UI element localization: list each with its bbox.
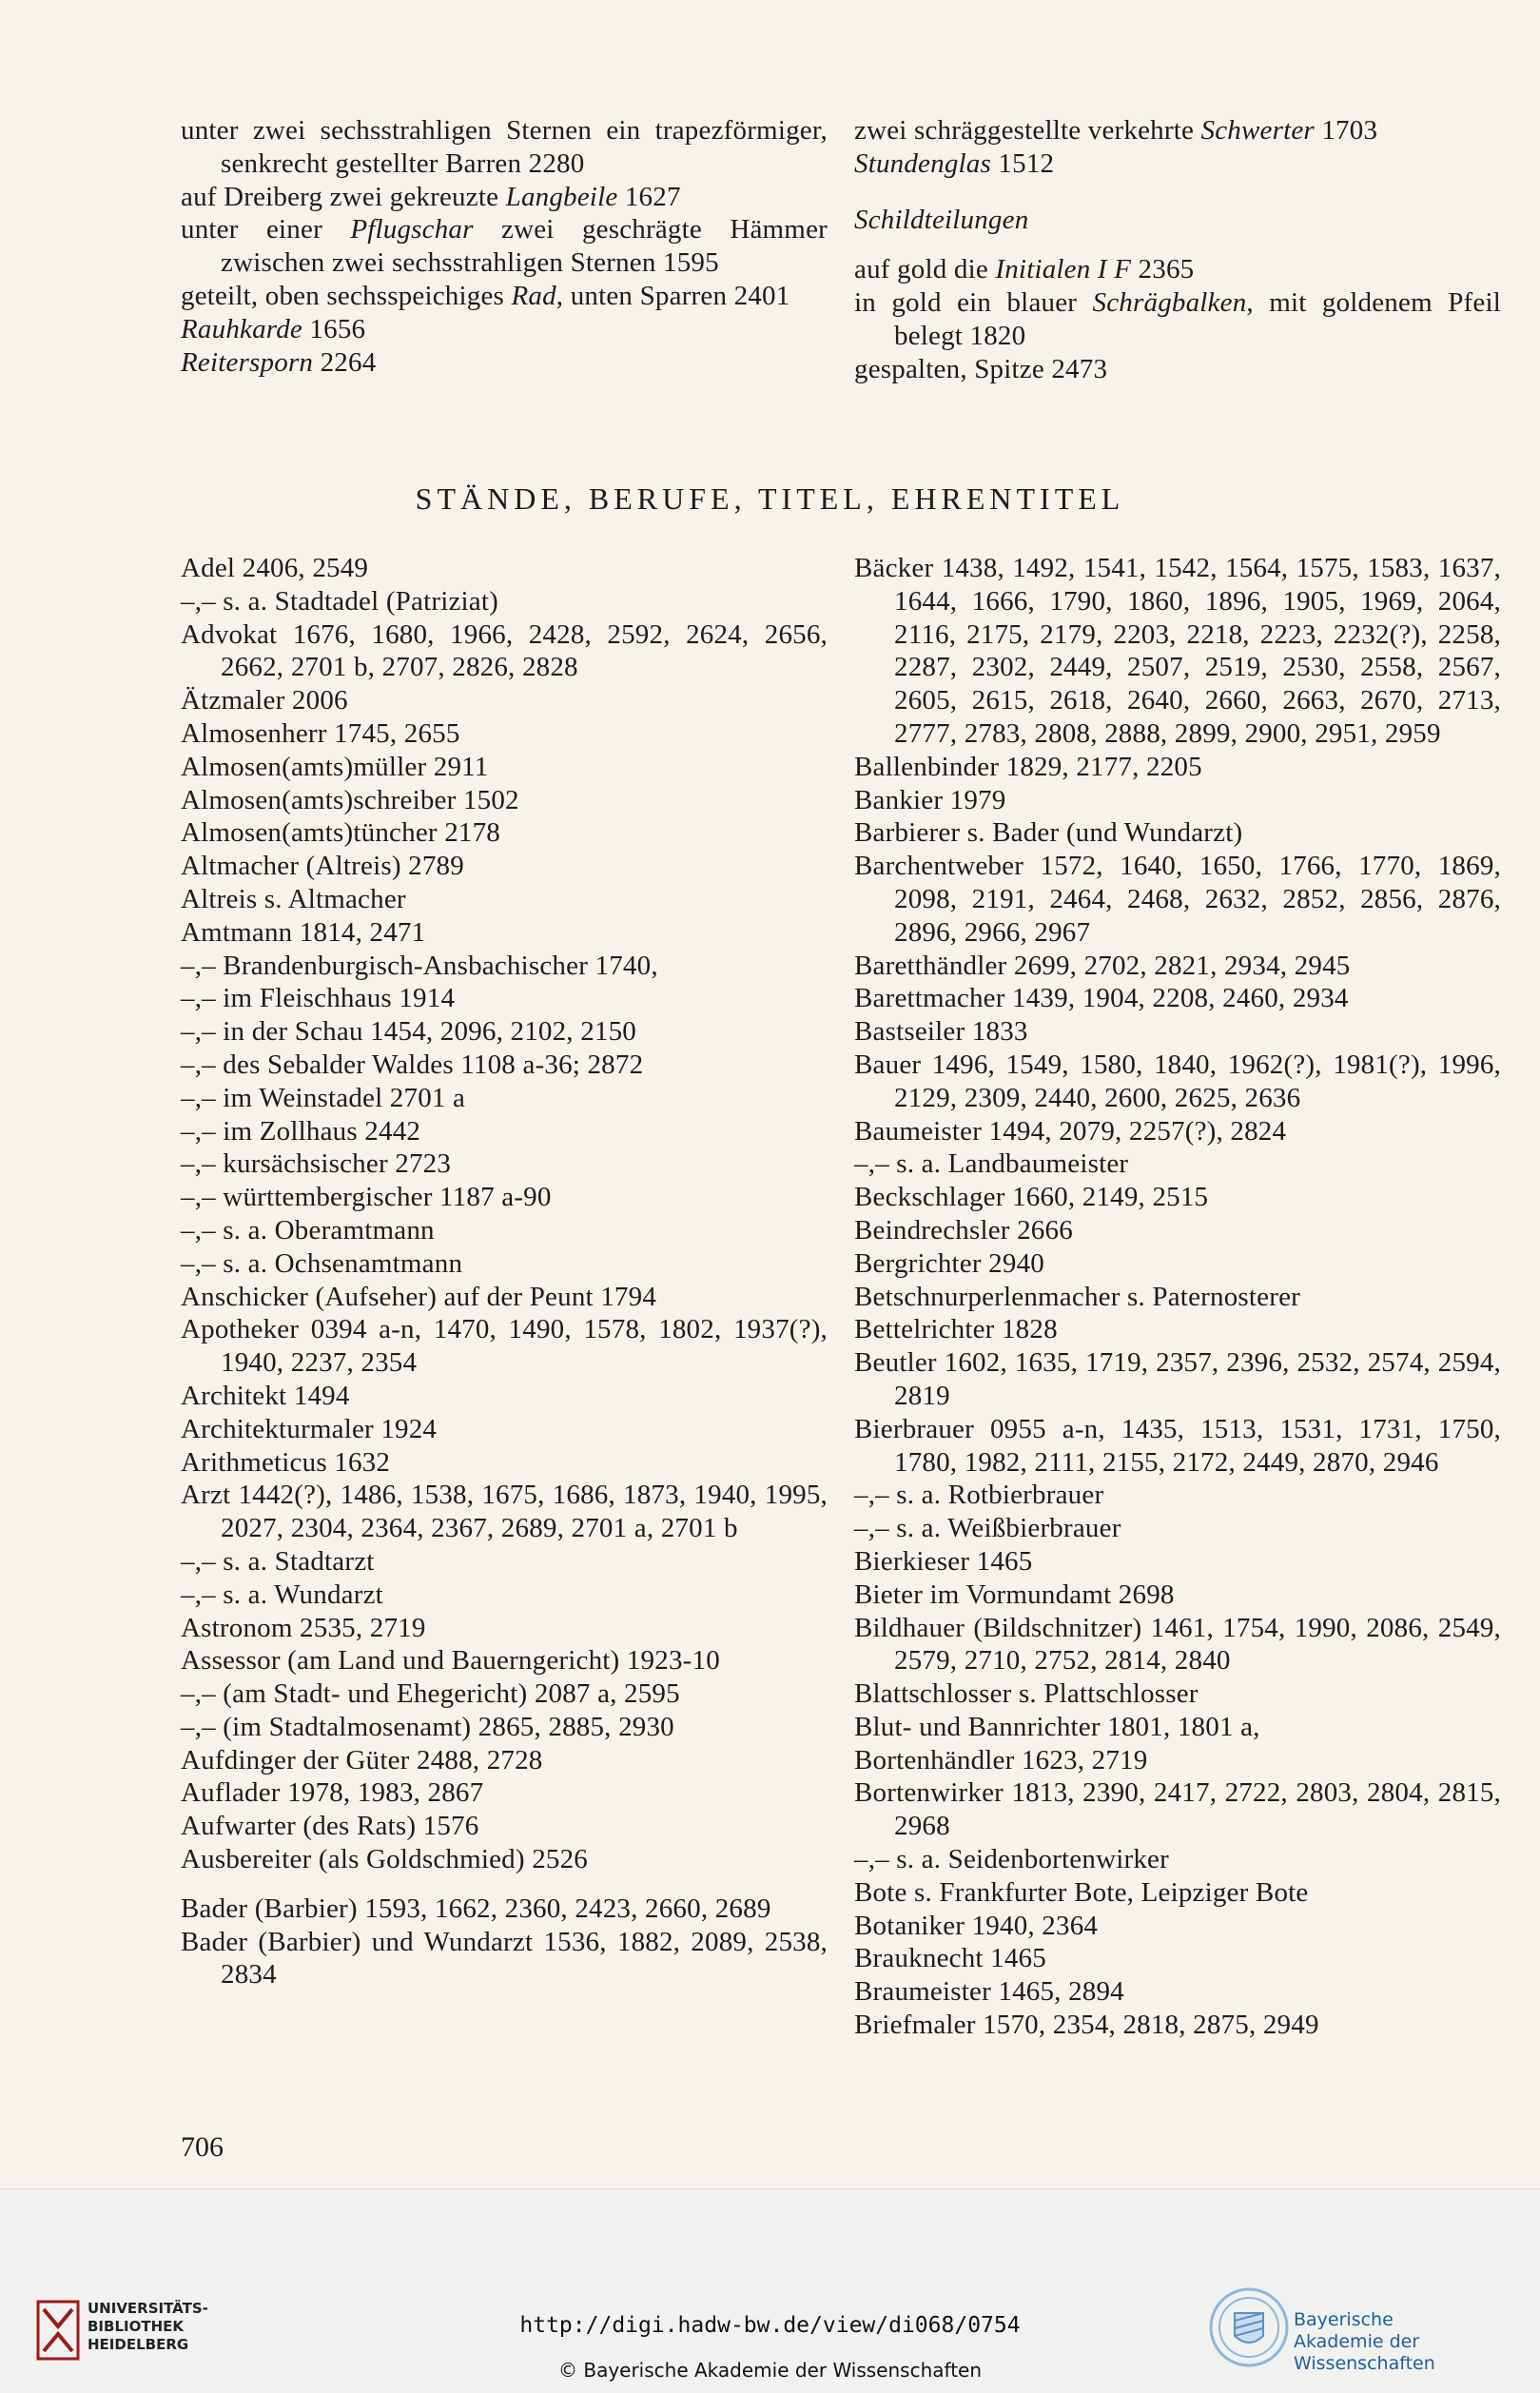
- index-entry: Bortenwirker 1813, 2390, 2417, 2722, 2803, 2804, 2815, 2968: [854, 1777, 1501, 1842]
- index-entry: –,– (am Stadt- und Ehegericht) 2087 a, 2595: [181, 1678, 680, 1710]
- index-entry: Almosen(amts)tüncher 2178: [181, 817, 501, 849]
- index-entry: Braumeister 1465, 2894: [854, 1976, 1124, 2008]
- index-entry: Assessor (am Land und Bauerngericht) 1923-10: [181, 1645, 720, 1677]
- blazon-entry: auf Dreiberg zwei gekreuzte Langbeile 1627: [181, 181, 681, 212]
- index-entry: Ätzmaler 2006: [181, 685, 348, 716]
- index-entry: Almosen(amts)müller 2911: [181, 751, 489, 782]
- index-entry: –,– im Fleischhaus 1914: [181, 983, 456, 1014]
- bavarian-seal-icon: [1206, 2285, 1292, 2370]
- index-entry: –,– (im Stadtalmosenamt) 2865, 2885, 2930: [181, 1711, 674, 1742]
- index-entry: Blattschlosser s. Plattschlosser: [854, 1678, 1199, 1710]
- index-entry: –,– s. a. Weißbierbrauer: [854, 1513, 1121, 1544]
- index-entry: Astronom 2535, 2719: [181, 1612, 426, 1643]
- index-entry: Barbierer s. Bader (und Wundarzt): [854, 817, 1243, 849]
- index-entry: Ausbereiter (als Goldschmied) 2526: [181, 1844, 588, 1875]
- blazon-entry: gespalten, Spitze 2473: [854, 353, 1108, 384]
- university-line-3: HEIDELBERG: [88, 2336, 189, 2353]
- index-entry: Bortenhändler 1623, 2719: [854, 1744, 1148, 1775]
- left-index-column: [181, 552, 828, 1991]
- index-entry: Botaniker 1940, 2364: [854, 1910, 1099, 1941]
- index-entry: Bankier 1979: [854, 784, 1006, 815]
- index-entry: –,– s. a. Seidenbortenwirker: [854, 1844, 1169, 1875]
- index-entry: –,– Brandenburgisch-Ansbachischer 1740,: [181, 950, 658, 981]
- index-entry: Amtmann 1814, 2471: [181, 916, 426, 948]
- page-number: 706: [181, 2131, 224, 2163]
- index-entry: Architekturmaler 1924: [181, 1413, 438, 1444]
- index-entry: –,– s. a. Wundarzt: [181, 1579, 383, 1610]
- index-entry: Bergrichter 2940: [854, 1247, 1044, 1279]
- index-entry: Bildhauer (Bildschnitzer) 1461, 1754, 1990, 2086, 2549, 2579, 2710, 2752, 2814, 2840: [854, 1612, 1501, 1677]
- index-entry: –,– im Zollhaus 2442: [181, 1115, 421, 1147]
- index-entry: Almosen(amts)schreiber 1502: [181, 784, 519, 815]
- index-entry: Brauknecht 1465: [854, 1943, 1046, 1974]
- academy-line-2: Akademie der Wissenschaften: [1294, 2331, 1435, 2374]
- index-entry: Auflader 1978, 1983, 2867: [181, 1777, 484, 1809]
- university-line-1: UNIVERSITÄTS-: [88, 2300, 208, 2317]
- index-entry: Architekt 1494: [181, 1380, 350, 1411]
- index-entry: Arithmeticus 1632: [181, 1446, 391, 1478]
- index-entry: –,– des Sebalder Waldes 1108 a-36; 2872: [181, 1049, 644, 1080]
- index-entry: Bader (Barbier) 1593, 1662, 2360, 2423, 2660, 2689: [181, 1893, 771, 1924]
- index-entry: Bader (Barbier) und Wundarzt 1536, 1882, 2089, 2538, 2834: [181, 1926, 828, 1991]
- university-line-2: BIBLIOTHEK: [88, 2318, 184, 2335]
- index-entry: Beindrechsler 2666: [854, 1214, 1073, 1246]
- index-entry: Altmacher (Altreis) 2789: [181, 851, 464, 882]
- index-entry: Bettelrichter 1828: [854, 1314, 1058, 1345]
- right-index-column: [854, 552, 1501, 2042]
- blazon-entry: Reitersporn 2264: [181, 346, 377, 378]
- index-entry: Bauer 1496, 1549, 1580, 1840, 1962(?), 1981(?), 1996, 2129, 2309, 2440, 2600, 2625, 2636: [854, 1049, 1501, 1113]
- index-entry: Almosenherr 1745, 2655: [181, 717, 460, 749]
- blazon-entry: in gold ein blauer Schrägbalken, mit goldenem Pfeil belegt 1820: [854, 287, 1501, 351]
- index-entry: –,– in der Schau 1454, 2096, 2102, 2150: [181, 1016, 637, 1048]
- index-entry: Altreis s. Altmacher: [181, 883, 406, 914]
- blazon-entry: zwei schräggestellte verkehrte Schwerter 1703: [854, 115, 1378, 146]
- index-entry: Bäcker 1438, 1492, 1541, 1542, 1564, 1575, 1583, 1637, 1644, 1666, 1790, 1860, 1896, 1905, 1969, 2064, 2116, 2175, 2179, 2203, 2218, 2223, 2232(?), 2258, 2287, 2302, 2449, 2507, 2519, 2530, 2558, 2567, 2605, 2615, 2618, 2640, 2660, 2663, 2670, 2713, 2777, 2783, 2808, 2888, 2899, 2900, 2951, 2959: [854, 553, 1501, 749]
- index-entry: Baretthändler 2699, 2702, 2821, 2934, 2945: [854, 950, 1351, 981]
- index-entry: Apotheker 0394 a-n, 1470, 1490, 1578, 1802, 1937(?), 1940, 2237, 2354: [181, 1314, 828, 1379]
- index-entry: –,– s. a. Stadtadel (Patriziat): [181, 585, 498, 617]
- index-entry: Beckschlager 1660, 2149, 2515: [854, 1182, 1209, 1213]
- index-entry: Barettmacher 1439, 1904, 2208, 2460, 2934: [854, 983, 1349, 1014]
- index-entry: Anschicker (Aufseher) auf der Peunt 1794: [181, 1281, 657, 1312]
- index-entry: Beutler 1602, 1635, 1719, 2357, 2396, 2532, 2574, 2594, 2819: [854, 1347, 1501, 1411]
- index-entry: Adel 2406, 2549: [181, 553, 369, 583]
- blazon-entry: auf gold die Initialen I F 2365: [854, 254, 1195, 285]
- blazon-entry: Stundenglas 1512: [854, 147, 1055, 179]
- subheading-schildteilungen: Schildteilungen: [854, 204, 1029, 235]
- index-entry: –,– s. a. Ochsenamtmann: [181, 1247, 463, 1279]
- index-entry: Bierkieser 1465: [854, 1545, 1033, 1577]
- academy-logo[interactable]: [1206, 2285, 1530, 2380]
- top-right-column: [854, 114, 1501, 386]
- source-url-link[interactable]: http://digi.hadw-bw.de/view/di068/0754: [519, 2313, 1021, 2338]
- academy-line-1: Bayerische: [1294, 2309, 1394, 2330]
- blazon-entry: unter zwei sechsstrahligen Sternen ein trapezförmiger, senkrecht gestellter Barren 2280: [181, 115, 828, 179]
- index-entry: –,– s. a. Stadtarzt: [181, 1545, 375, 1577]
- index-entry: Barchentweber 1572, 1640, 1650, 1766, 1770, 1869, 2098, 2191, 2464, 2468, 2632, 2852, 2856, 2876, 2896, 2966, 2967: [854, 851, 1501, 948]
- index-entry: –,– württembergischer 1187 a-90: [181, 1182, 552, 1213]
- index-entry: Aufdinger der Güter 2488, 2728: [181, 1744, 543, 1775]
- index-entry: Arzt 1442(?), 1486, 1538, 1675, 1686, 1873, 1940, 1995, 2027, 2304, 2364, 2367, 2689, 2701 a, 2701 b: [181, 1480, 828, 1544]
- copyright-notice: © Bayerische Akademie der Wissenschaften: [557, 2359, 983, 2382]
- index-entry: Ballenbinder 1829, 2177, 2205: [854, 751, 1202, 782]
- index-entry: Bastseiler 1833: [854, 1016, 1028, 1048]
- blazon-entry: Rauhkarde 1656: [181, 313, 366, 344]
- viewer-footer: [0, 2188, 1540, 2393]
- blazon-entry: geteilt, oben sechsspeichiges Rad, unten Sparren 2401: [181, 280, 790, 311]
- index-entry: –,– s. a. Rotbierbrauer: [854, 1480, 1104, 1511]
- blazon-entry: unter einer Pflugschar zwei geschrägte Hämmer zwischen zwei sechsstrahligen Sternen 1595: [181, 214, 828, 279]
- index-entry: Blut- und Bannrichter 1801, 1801 a,: [854, 1711, 1260, 1742]
- index-entry: Aufwarter (des Rats) 1576: [181, 1811, 479, 1842]
- index-entry: –,– kursächsischer 2723: [181, 1148, 452, 1180]
- index-entry: Bieter im Vormundamt 2698: [854, 1579, 1175, 1610]
- index-entry: Bote s. Frankfurter Bote, Leipziger Bote: [854, 1876, 1309, 1908]
- academy-name: [1294, 2309, 1530, 2375]
- index-entry: Baumeister 1494, 2079, 2257(?), 2824: [854, 1115, 1287, 1147]
- index-entry: Advokat 1676, 1680, 1966, 2428, 2592, 2624, 2656, 2662, 2701 b, 2707, 2826, 2828: [181, 618, 828, 683]
- index-entry: –,– im Weinstadel 2701 a: [181, 1082, 466, 1113]
- index-entry: Bierbrauer 0955 a-n, 1435, 1513, 1531, 1731, 1750, 1780, 1982, 2111, 2155, 2172, 2449, 2870, 2946: [854, 1413, 1501, 1478]
- index-entry: Briefmaler 1570, 2354, 2818, 2875, 2949: [854, 2010, 1319, 2041]
- spacer: [181, 1876, 828, 1893]
- top-left-column: [181, 114, 828, 379]
- section-title: STÄNDE, BERUFE, TITEL, EHRENTITEL: [415, 481, 1125, 516]
- index-entry: Betschnurperlenmacher s. Paternosterer: [854, 1281, 1300, 1312]
- index-entry: –,– s. a. Landbaumeister: [854, 1148, 1129, 1180]
- index-entry: –,– s. a. Oberamtmann: [181, 1214, 435, 1246]
